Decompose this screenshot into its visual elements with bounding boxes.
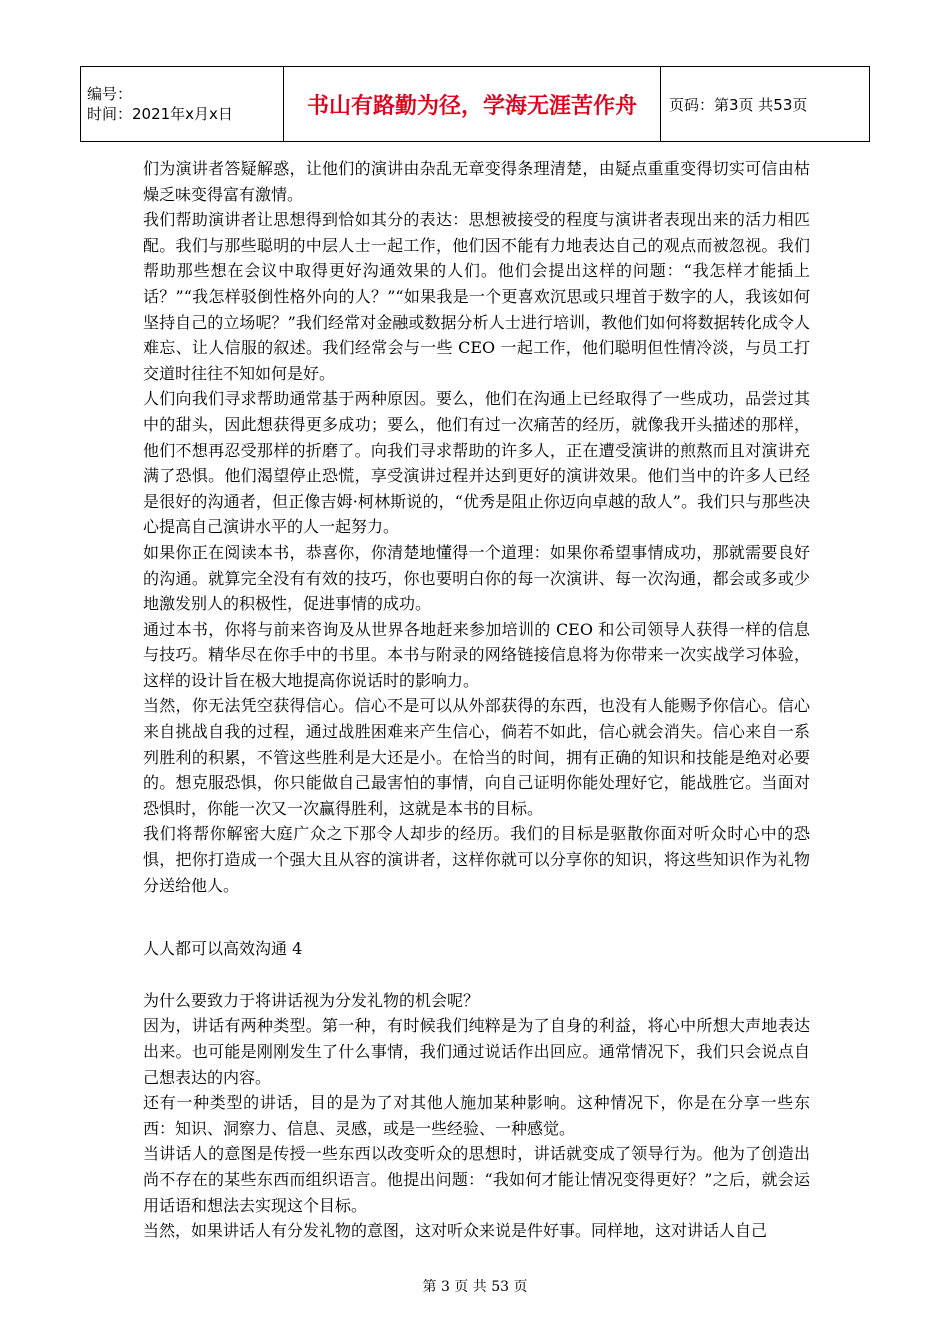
- paragraph: 我们将帮你解密大庭广众之下那令人却步的经历。我们的目标是驱散你面对听众时心中的恐惧，把你打造成一个强大且从容的演讲者，这样你就可以分享你的知识，将这些知识作为礼物分送给他人。: [143, 824, 810, 895]
- time-label: 时间：2021年x月x日: [87, 105, 233, 123]
- paragraph: 当然，你无法凭空获得信心。信心不是可以从外部获得的东西，也没有人能赐予你信心。信心来自挑战自我的过程，通过战胜困难来产生信心，倘若不如此，信心就会消失。信心来自一系列胜利的积累，不管这些胜利是大还是小。在恰当的时间，拥有正确的知识和技能是绝对必要的。想克服恐惧，你只能做自己最害怕的事情，向自己证明你能处理好它，能战胜它。当面对恐惧时，你能一次又一次赢得胜利，这就是本书的目标。: [143, 696, 810, 818]
- paragraph: 为什么要致力于将讲话视为分发礼物的机会呢？: [143, 990, 480, 1010]
- paragraph: 当然，如果讲话人有分发礼物的意图，这对听众来说是件好事。同样地，这对讲话人自己: [143, 1221, 768, 1241]
- paragraph: 因为，讲话有两种类型。第一种，有时候我们纯粹是为了自身的利益，将心中所想大声地表达出来。也可能是刚刚发生了什么事情，我们通过说话作出回应。通常情况下，我们只会说点自己想表达的内容。: [143, 1016, 810, 1087]
- page-footer: 第 3 页 共 53 页: [422, 1279, 528, 1295]
- page-header: [80, 66, 870, 142]
- number-label: 编号：: [87, 85, 133, 103]
- header-motto: 书山有路勤为径，学海无涯苦作舟: [284, 67, 661, 142]
- paragraph: 我们帮助演讲者让思想得到恰如其分的表达：思想被接受的程度与演讲者表现出来的活力相匹配。我们与那些聪明的中层人士一起工作，他们因不能有力地表达自己的观点而被忽视。我们帮助那些想在会议中取得更好沟通效果的人们。他们会提出这样的问题：“我怎样才能插上话？”“我怎样驳倒性格外向的人？”“如果我是一个更喜欢沉思或只埋首于数字的人，我该如何坚持自己的立场呢？”我们经常对金融或数据分析人士进行培训，教他们如何将数据转化成令人难忘、让人信服的叙述。我们经常会与一些 CEO 一起工作，他们聪明但性情冷淡，与员工打交道时往往不知如何是好。: [143, 210, 810, 383]
- spacer: [143, 898, 810, 936]
- section-title: 人人都可以高效沟通 4: [143, 939, 303, 959]
- header-meta: [81, 67, 284, 142]
- paragraph: 人们向我们寻求帮助通常基于两种原因。要么，他们在沟通上已经取得了一些成功，品尝过其中的甜头，因此想获得更多成功；要么，他们有过一次痛苦的经历，就像我开头描述的那样，他们不想再忍受那样的折磨了。向我们寻求帮助的许多人，正在遭受演讲的煎熬而且对演讲充满了恐惧。他们渴望停止恐慌，享受演讲过程并达到更好的演讲效果。他们当中的许多人已经是很好的沟通者，但正像吉姆·柯林斯说的，“优秀是阻止你迈向卓越的敌人”。我们只与那些决心提高自己演讲水平的人一起努力。: [143, 389, 810, 537]
- paragraph: 通过本书，你将与前来咨询及从世界各地赶来参加培训的 CEO 和公司领导人获得一样的信息与技巧。精华尽在你手中的书里。本书与附录的网络链接信息将为你带来一次实战学习体验，这样的设计旨在极大地提高你说话时的影响力。: [143, 619, 810, 690]
- paragraph: 当讲话人的意图是传授一些东西以改变听众的思想时，讲话就变成了领导行为。他为了创造出尚不存在的某些东西而组织语言。他提出问题：“我如何才能让情况变得更好？”之后，就会运用话语和想法去实现这个目标。: [143, 1144, 810, 1215]
- paragraph: 们为演讲者答疑解惑，让他们的演讲由杂乱无章变得条理清楚，由疑点重重变得切实可信由枯燥乏味变得富有激情。: [143, 159, 810, 204]
- paragraph: 还有一种类型的讲话，目的是为了对其他人施加某种影响。这种情况下，你是在分享一些东西：知识、洞察力、信息、灵感，或是一些经验、一种感觉。: [143, 1093, 810, 1138]
- paragraph: 如果你正在阅读本书，恭喜你，你清楚地懂得一个道理：如果你希望事情成功，那就需要良好的沟通。就算完全没有有效的技巧，你也要明白你的每一次演讲、每一次沟通，都会或多或少地激发别人的积极性，促进事情的成功。: [143, 542, 810, 614]
- spacer: [143, 962, 810, 988]
- header-page-info: 页码：第3页 共53页: [661, 67, 870, 142]
- body-text: [143, 156, 810, 1244]
